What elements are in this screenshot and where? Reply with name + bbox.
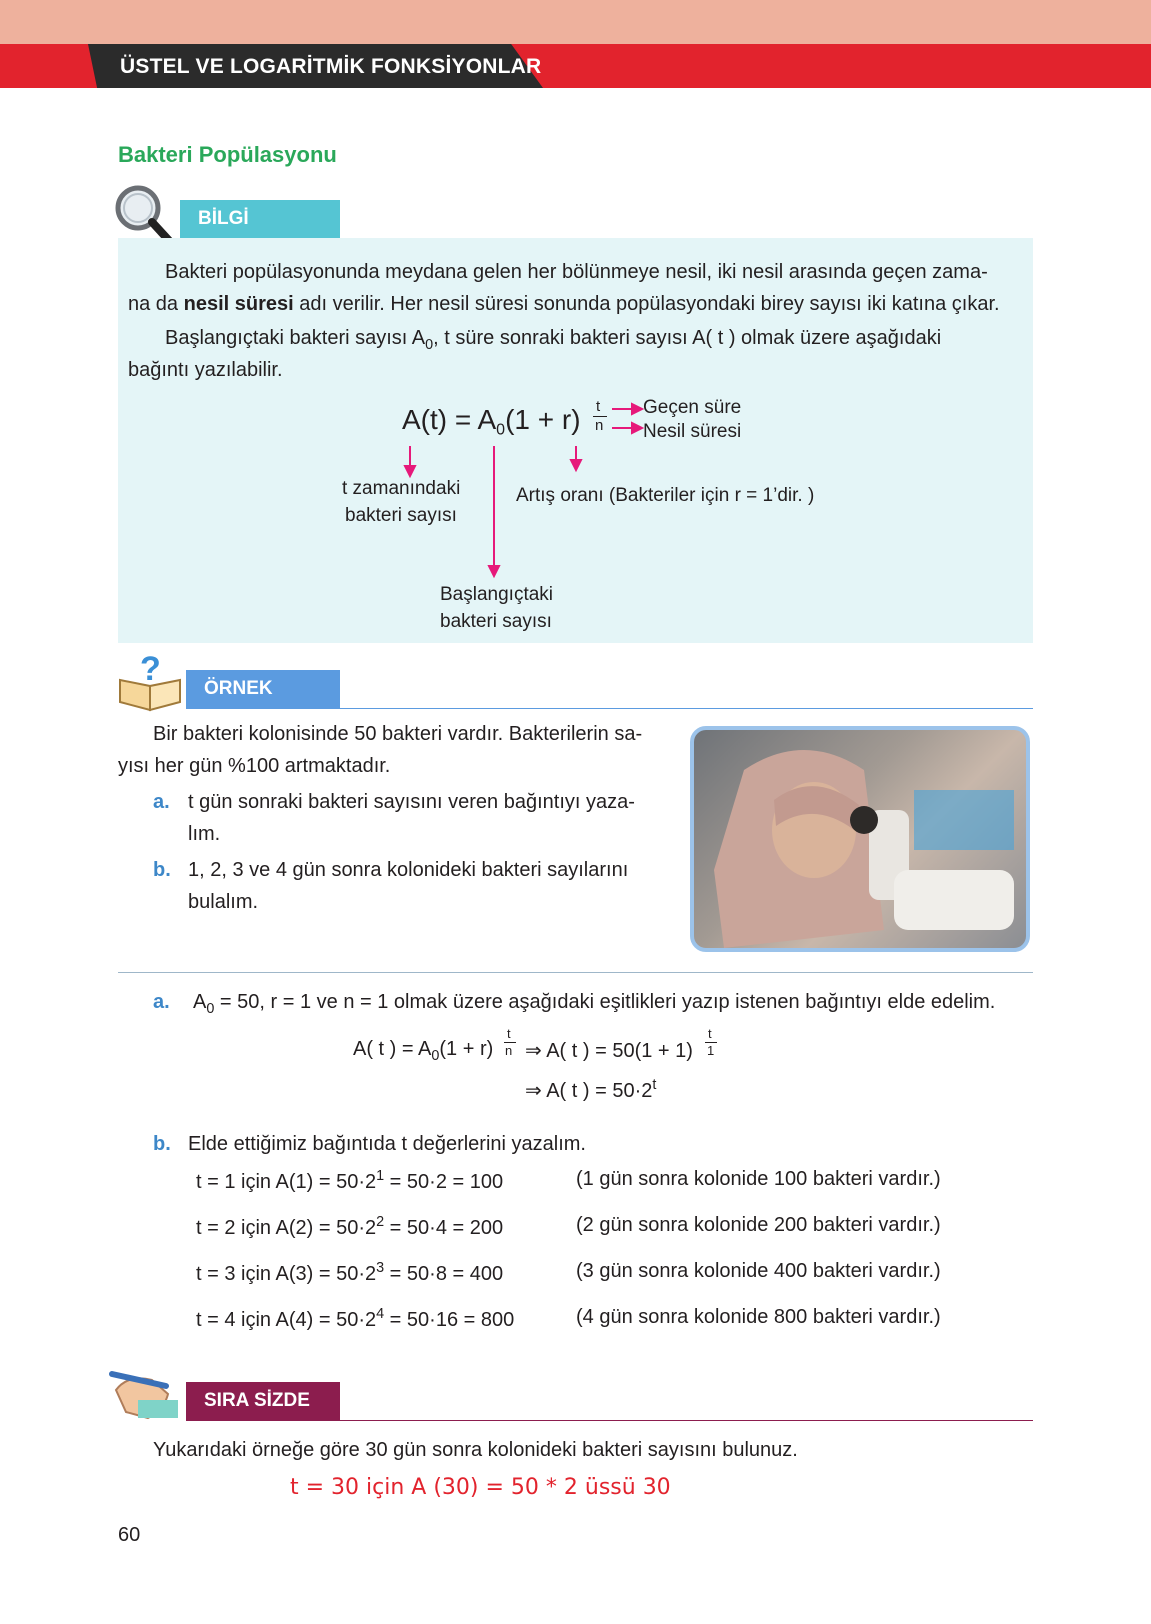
table-row: t = 4 için $A(4) = 50\cdot 2^4 = 50\cdot 16 = 800$ bbox=[196, 1306, 515, 1331]
sira-sizde-question: Yukarıdaki örneğe göre 30 gün sonra kolonideki bakteri sayısını bulunuz. bbox=[153, 1439, 798, 1461]
eq1-right-exp-num: t bbox=[708, 1026, 712, 1041]
ornek-line2: yısı her gün %100 artmaktadır. bbox=[118, 755, 391, 777]
label-baslangic-line2: bakteri sayısı bbox=[440, 611, 552, 632]
bilgi-paragraph-1: Bakteri popülasyonunda meydana gelen her bölünmeye nesil, iki nesil arasında geçen zama- bbox=[165, 261, 988, 283]
ornek-b-line2: bulalım. bbox=[188, 891, 259, 913]
formula-exponent-num: t bbox=[596, 398, 601, 415]
ornek-a-line1: t gün sonraki bakteri sayısını veren bağıntıyı yaza- bbox=[188, 791, 635, 813]
sira-sizde-label: SIRA SİZDE bbox=[186, 1382, 340, 1420]
ornek-label: ÖRNEK bbox=[186, 670, 340, 708]
ornek-line1: Bir bakteri kolonisinde 50 bakteri vardır. Bakterilerin sa- bbox=[153, 723, 643, 745]
eq1-right-exp-den: 1 bbox=[707, 1043, 715, 1058]
formula-exponent-den: n bbox=[595, 417, 604, 434]
handwritten-answer: t = 30 için A (30) = 50 * 2 üssü 30 bbox=[290, 1475, 671, 1500]
row-note: (2 gün sonra kolonide 200 bakteri vardır.) bbox=[576, 1214, 941, 1236]
population-formula: $A(t) = A_0(1 + r)$ bbox=[402, 404, 581, 439]
sira-sizde-rule bbox=[186, 1420, 1033, 1421]
label-artis-orani: Artış oranı (Bakteriler için r = 1’dir. ) bbox=[516, 485, 815, 506]
solution-eq2: ⇒ A( t ) = $50\cdot 2^t$ bbox=[525, 1077, 657, 1102]
bilgi-paragraph-1-line2: na da nesil süresi adı verilir. Her nesil süresi sonunda popülasyondaki birey sayısı iki katına çıkar. bbox=[128, 293, 1000, 315]
solution-eq1-right: ⇒ A( t ) = 50(1 + 1) bbox=[525, 1040, 693, 1062]
row-note: (3 gün sonra kolonide 400 bakteri vardır.) bbox=[576, 1260, 941, 1282]
nesil-suresi-bold: nesil süresi bbox=[183, 293, 294, 315]
bilgi-paragraph-2-line2: bağıntı yazılabilir. bbox=[128, 359, 283, 381]
solution-b-text: Elde ettiğimiz bağıntıda t değerlerini yazalım. bbox=[188, 1133, 586, 1155]
scientist-microscope-photo bbox=[690, 726, 1030, 952]
label-gecen-sure: Geçen süre bbox=[643, 397, 742, 418]
ornek-a-label: a. bbox=[153, 791, 170, 813]
hand-pencil-icon bbox=[108, 1360, 188, 1424]
solution-divider bbox=[118, 972, 1033, 973]
eq1-left-exp-num: t bbox=[507, 1026, 511, 1041]
solution-a-label: a. bbox=[153, 991, 170, 1013]
eq1-left-exp-den: n bbox=[505, 1043, 513, 1058]
label-t-line1: t zamanındaki bbox=[342, 478, 461, 499]
solution-eq1-left: A( t ) = $A_0(1 + r)$ bbox=[353, 1038, 494, 1065]
bilgi-paragraph-2: Başlangıçtaki bakteri sayısı $A_0$, t süre sonraki bakteri sayısı A( t ) olmak üzere aşağıdaki bbox=[165, 327, 942, 354]
solution-b-label: b. bbox=[153, 1133, 171, 1155]
solution-a-text: $A_0 = 50$, r = 1 ve n = 1 olmak üzere aşağıdaki eşitlikleri yazıp istenen bağıntıyı elde edelim. bbox=[193, 991, 996, 1018]
ornek-a-line2: lım. bbox=[188, 823, 221, 845]
chapter-title: ÜSTEL VE LOGARİTMİK FONKSİYONLAR bbox=[120, 55, 542, 78]
row-note: (4 gün sonra kolonide 800 bakteri vardır.) bbox=[576, 1306, 941, 1328]
page-number: 60 bbox=[118, 1524, 141, 1546]
ornek-rule bbox=[186, 708, 1033, 709]
label-t-line2: bakteri sayısı bbox=[345, 505, 457, 526]
book-question-icon bbox=[116, 650, 188, 718]
table-row: t = 1 için $A(1) = 50\cdot 2^1 = 50\cdot 2 = 100$ bbox=[196, 1168, 504, 1193]
table-row: t = 2 için $A(2) = 50\cdot 2^2 = 50\cdot 4 = 200$ bbox=[196, 1214, 504, 1239]
svg-text:?: ? bbox=[140, 650, 161, 688]
label-nesil-suresi: Nesil süresi bbox=[643, 421, 742, 442]
table-row: t = 3 için $A(3) = 50\cdot 2^3 = 50\cdot 8 = 400$ bbox=[196, 1260, 504, 1285]
row-note: (1 gün sonra kolonide 100 bakteri vardır.) bbox=[576, 1168, 941, 1190]
ornek-b-line1: 1, 2, 3 ve 4 gün sonra kolonideki bakteri sayılarını bbox=[188, 859, 629, 881]
ornek-b-label: b. bbox=[153, 859, 171, 881]
bilgi-label: BİLGİ bbox=[180, 200, 340, 238]
section-title: Bakteri Popülasyonu bbox=[118, 142, 337, 167]
label-baslangic-line1: Başlangıçtaki bbox=[440, 584, 554, 605]
